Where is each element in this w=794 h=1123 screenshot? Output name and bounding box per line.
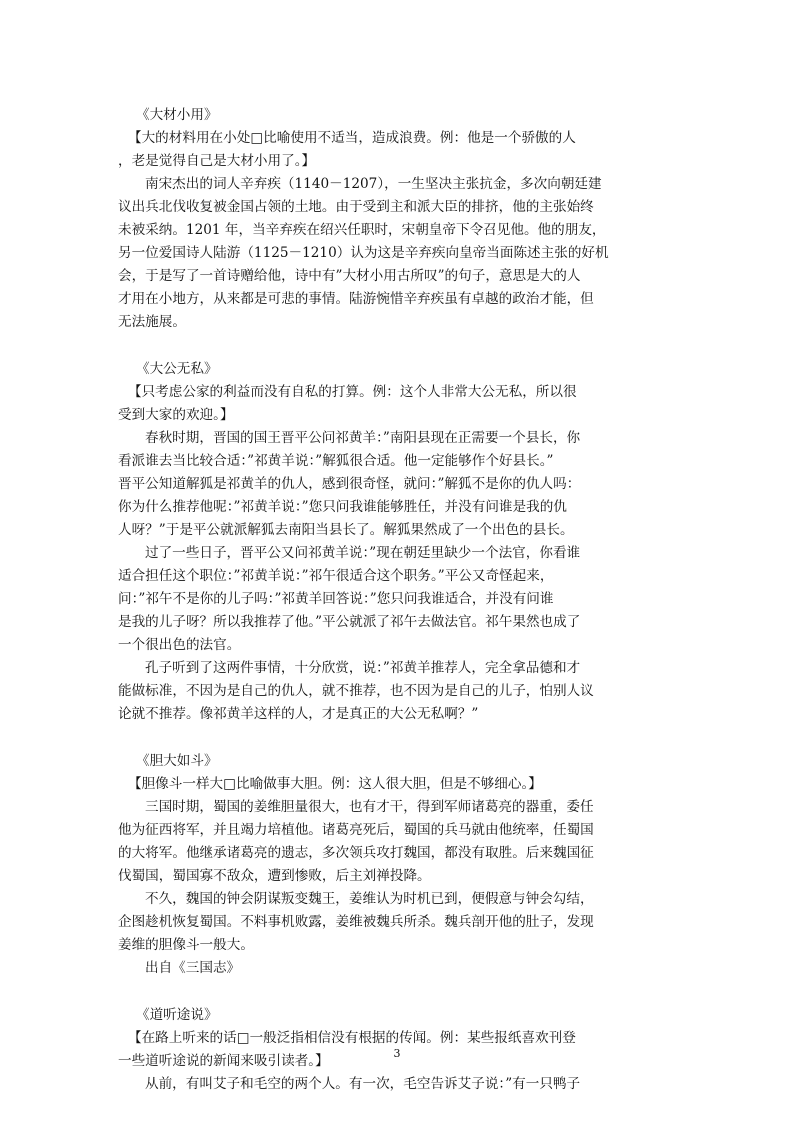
body-line: 伐蜀国，蜀国寡不敌众，遭到惨败，后主刘禅投降。 xyxy=(118,868,431,884)
body-line: 春秋时期，晋国的国王晋平公问祁黄羊：”南阳县现在正需要一个县长，你 xyxy=(145,430,581,446)
definition-line: 受到大家的欢迎。】 xyxy=(118,407,234,423)
body-line: 看派谁去当比较合适：”祁黄羊说：”解狐很合适。他一定能够作个好县长。” xyxy=(118,453,554,469)
document-body xyxy=(118,104,678,1120)
body-line: 晋平公知道解狐是祁黄羊的仇人，感到很奇怪，就问：”解狐不是你的仇人吗： xyxy=(118,476,581,492)
body-line: 你为什么推荐他呢：”祁黄羊说：”您只问我谁能够胜任，并没有问谁是我的仇 xyxy=(118,499,567,515)
definition-line: 一些道听途说的新闻来吸引读者。】 xyxy=(118,1053,329,1069)
source-line: 出自《三国志》 xyxy=(145,960,241,976)
body-line: 不久，魏国的钟会阴谋叛变魏王，姜维认为时机已到，便假意与钟会勾结， xyxy=(145,891,594,907)
body-line: 的大将军。他继承诸葛亮的遗志，多次领兵攻打魏国，都没有取胜。后来魏国征 xyxy=(118,845,594,861)
body-line: 问：”祁午不是你的儿子吗：”祁黄羊回答说：”您只问我谁适合，并没有问谁 xyxy=(118,591,554,607)
section-title: 《大材小用》 xyxy=(136,107,218,123)
body-line: 从前，有叫艾子和毛空的两个人。有一次，毛空告诉艾子说：”有一只鸭子 xyxy=(145,1076,581,1092)
body-line: 能做标准，不因为是自己的仇人，就不推荐，也不因为是自己的儿子，怕别人议 xyxy=(118,683,594,699)
page-number: 3 xyxy=(393,1047,401,1060)
definition-line: 【在路上听来的话□一般泛指相信没有根据的传闻。例：某些报纸喜欢刊登 xyxy=(128,1030,576,1046)
body-line: 南宋杰出的词人辛弃疾（1140－1207），一生坚决主张抗金，多次向朝廷建 xyxy=(145,176,602,192)
body-line: 适合担任这个职位：”祁黄羊说：”祁午很适合这个职务。”平公又奇怪起来， xyxy=(118,568,554,584)
section-title: 《胆大如斗》 xyxy=(136,753,218,769)
section-title: 《道听途说》 xyxy=(136,1007,218,1023)
body-line: 无法施展。 xyxy=(118,314,186,330)
definition-line: 【大的材料用在小处□比喻使用不适当，造成浪费。例：他是一个骄傲的人 xyxy=(128,130,576,146)
definition-line: 【只考虑公家的利益而没有自私的打算。例：这个人非常大公无私，所以很 xyxy=(128,384,577,400)
body-line: 才用在小地方，从来都是可悲的事情。陆游惋惜辛弃疾虽有卓越的政治才能，但 xyxy=(118,291,594,307)
body-line: 他为征西将军，并且竭力培植他。诸葛亮死后，蜀国的兵马就由他统率，任蜀国 xyxy=(118,822,594,838)
definition-line: ，老是觉得自己是大材小用了。】 xyxy=(118,153,316,169)
body-line: 一个很出色的法官。 xyxy=(118,637,241,653)
section-dagong-wusi xyxy=(118,358,678,726)
body-line: 人呀？”于是平公就派解狐去南阳当县长了。解狐果然成了一个出色的县长。 xyxy=(118,522,574,538)
body-line: 会，于是写了一首诗赠给他，诗中有”大材小用古所叹”的句子，意思是大的人 xyxy=(118,268,581,284)
body-line: 企图趁机恢复蜀国。不料事机败露，姜维被魏兵所杀。魏兵剖开他的肚子，发现 xyxy=(118,914,594,930)
definition-line: 【胆像斗一样大□比喻做事大胆。例：这人很大胆，但是不够细心。】 xyxy=(128,776,542,792)
body-line: 是我的儿子呀？所以我推荐了他。”平公就派了祁午去做法官。祁午果然也成了 xyxy=(118,614,581,630)
body-line: 孔子听到了这两件事情，十分欣赏，说：”祁黄羊推荐人，完全拿品德和才 xyxy=(145,660,581,676)
body-line: 未被采纳。1201 年，当辛弃疾在绍兴任职时，宋朝皇帝下令召见他。他的朋友， xyxy=(118,222,606,238)
body-line: 议出兵北伐收复被金国占领的土地。由于受到主和派大臣的排挤，他的主张始终 xyxy=(118,199,594,215)
body-line: 过了一些日子，晋平公又问祁黄羊说：”现在朝廷里缺少一个法官，你看谁 xyxy=(145,545,581,561)
section-title: 《大公无私》 xyxy=(136,361,218,377)
body-line: 姜维的胆像斗一般大。 xyxy=(118,937,254,953)
body-line: 三国时期，蜀国的姜维胆量很大，也有才干，得到军师诸葛亮的器重，委任 xyxy=(145,799,594,815)
section-danda-rudou xyxy=(118,750,678,980)
section-dacai-xiaoyong xyxy=(118,104,678,334)
body-line: 论就不推荐。像祁黄羊这样的人，才是真正的大公无私啊？” xyxy=(118,706,479,722)
body-line: 另一位爱国诗人陆游（1125－1210）认为这是辛弃疾向皇帝当面陈述主张的好机 xyxy=(118,245,609,261)
